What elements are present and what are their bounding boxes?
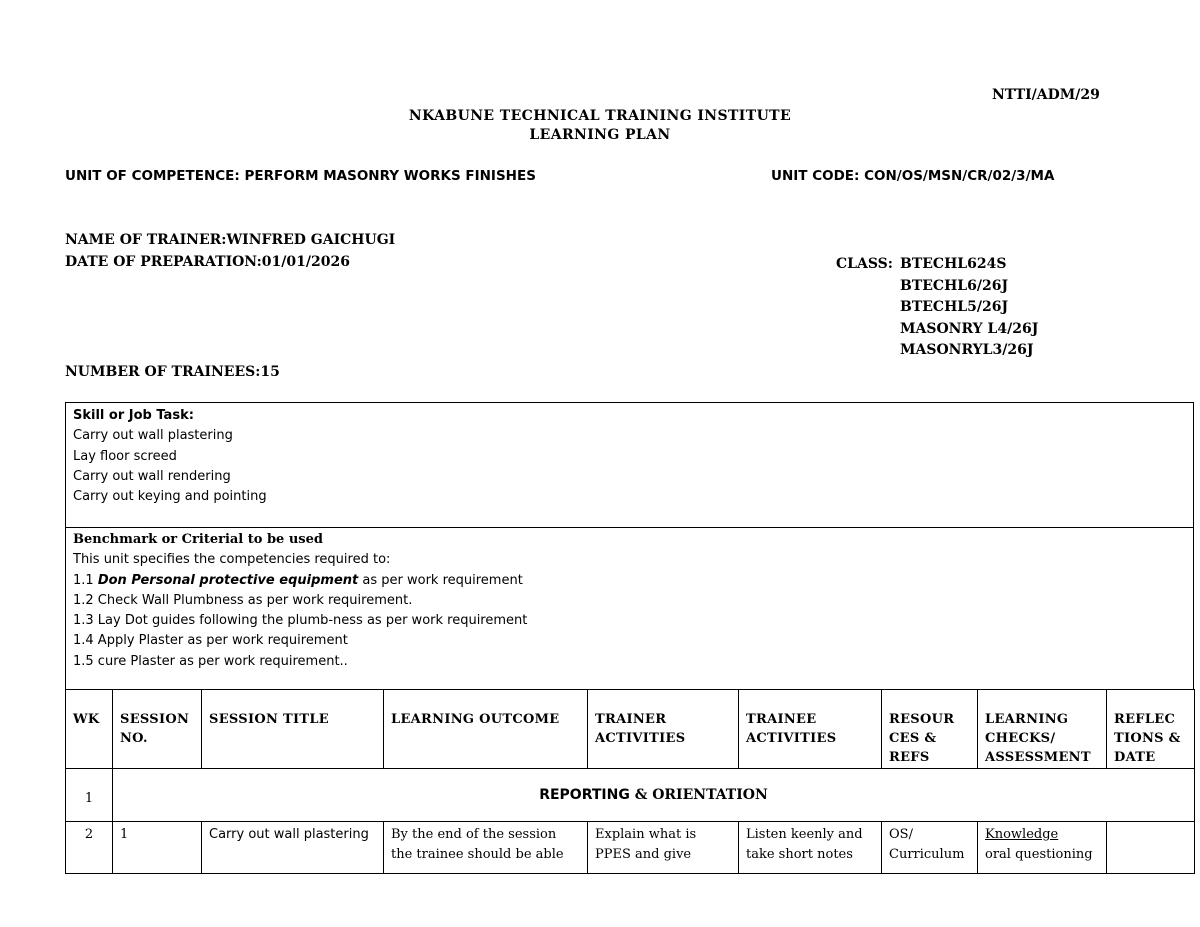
header-trainer-activities: TRAINER ACTIVITIES: [588, 690, 739, 769]
skill-item: Carry out keying and pointing: [73, 489, 267, 505]
class-list: [836, 254, 1038, 362]
row-wk: 2: [66, 822, 113, 874]
skill-item: Lay floor screed: [73, 448, 177, 464]
skill-item: Carry out wall rendering: [73, 468, 231, 484]
header-session-no: SESSION NO.: [113, 690, 202, 769]
class-item: BTECHL624S: [900, 256, 1007, 272]
row-learning-checks: [978, 822, 1107, 874]
header-trainee-activities: TRAINEE ACTIVITIES: [739, 690, 882, 769]
unit-of-competence: UNIT OF COMPETENCE: PERFORM MASONRY WORKS FINISHES: [65, 168, 536, 184]
document-title: LEARNING PLAN: [529, 127, 671, 143]
skill-item: Carry out wall plastering: [73, 428, 233, 444]
date-of-preparation: DATE OF PREPARATION:01/01/2026: [65, 254, 350, 270]
header-resources: RESOUR CES & REFS: [882, 690, 978, 769]
benchmark-item: 1.4 Apply Plaster as per work requirement: [73, 633, 348, 649]
row-reflections: [1107, 822, 1195, 874]
table-row: [66, 822, 1195, 874]
row-trainee-activities: Listen keenly and take short notes: [739, 822, 882, 874]
header-session-title: SESSION TITLE: [202, 690, 384, 769]
benchmark-item-number: 1.1: [73, 572, 98, 588]
row-section-label: [113, 769, 1195, 822]
benchmark-title: Benchmark or Criterial to be used: [73, 532, 323, 547]
checks-method: oral questioning: [985, 847, 1093, 862]
benchmark-item: 1.3 Lay Dot guides following the plumb-ness as per work requirement: [73, 613, 528, 629]
table-row: [66, 769, 1195, 822]
class-item: BTECHL6/26J: [900, 277, 1009, 294]
benchmark-item-rest: as per work requirement: [358, 572, 523, 588]
document-heading: [0, 107, 1200, 145]
section-label-b: & ORIENTATION: [629, 786, 768, 803]
row-trainer-activities: Explain what is PPES and give: [588, 822, 739, 874]
class-item: BTECHL5/26J: [900, 299, 1009, 316]
skill-box: [65, 402, 1194, 528]
class-item: MASONRYL3/26J: [900, 342, 1034, 359]
benchmark-box: [65, 527, 1194, 690]
document-reference: NTTI/ADM/29: [992, 87, 1100, 103]
table-header-row: [66, 690, 1195, 769]
trainer-name: NAME OF TRAINER:WINFRED GAICHUGI: [65, 232, 396, 248]
session-table: [65, 689, 1195, 874]
row-wk: 1: [66, 769, 113, 822]
unit-code: UNIT CODE: CON/OS/MSN/CR/02/3/MA: [771, 168, 1055, 184]
benchmark-item: 1.5 cure Plaster as per work requirement..: [73, 653, 348, 669]
header-reflections: REFLEC TIONS & DATE: [1107, 690, 1195, 769]
class-label: CLASS:: [836, 256, 893, 272]
row-learning-outcome: By the end of the session the trainee should be able: [384, 822, 588, 874]
benchmark-item-emphasis: Don Personal protective equipment: [97, 572, 359, 588]
skill-title: Skill or Job Task:: [73, 408, 194, 423]
row-session-no: 1: [113, 822, 202, 874]
header-learning-checks: LEARNING CHECKS/ ASSESSMENT: [978, 690, 1107, 769]
benchmark-item: [73, 571, 1186, 591]
benchmark-intro: This unit specifies the competencies required to:: [73, 552, 391, 568]
class-item: MASONRY L4/26J: [900, 320, 1039, 337]
header-learning-outcome: LEARNING OUTCOME: [384, 690, 588, 769]
section-label-a: REPORTING: [539, 786, 630, 803]
checks-heading: Knowledge: [985, 827, 1059, 842]
row-session-title: Carry out wall plastering: [202, 822, 384, 874]
number-of-trainees: NUMBER OF TRAINEES:15: [65, 364, 280, 380]
benchmark-item: 1.2 Check Wall Plumbness as per work requirement.: [73, 592, 413, 608]
header-wk: WK: [66, 690, 113, 769]
institute-name: NKABUNE TECHNICAL TRAINING INSTITUTE: [408, 108, 792, 124]
row-resources: OS/ Curriculum: [882, 822, 978, 874]
